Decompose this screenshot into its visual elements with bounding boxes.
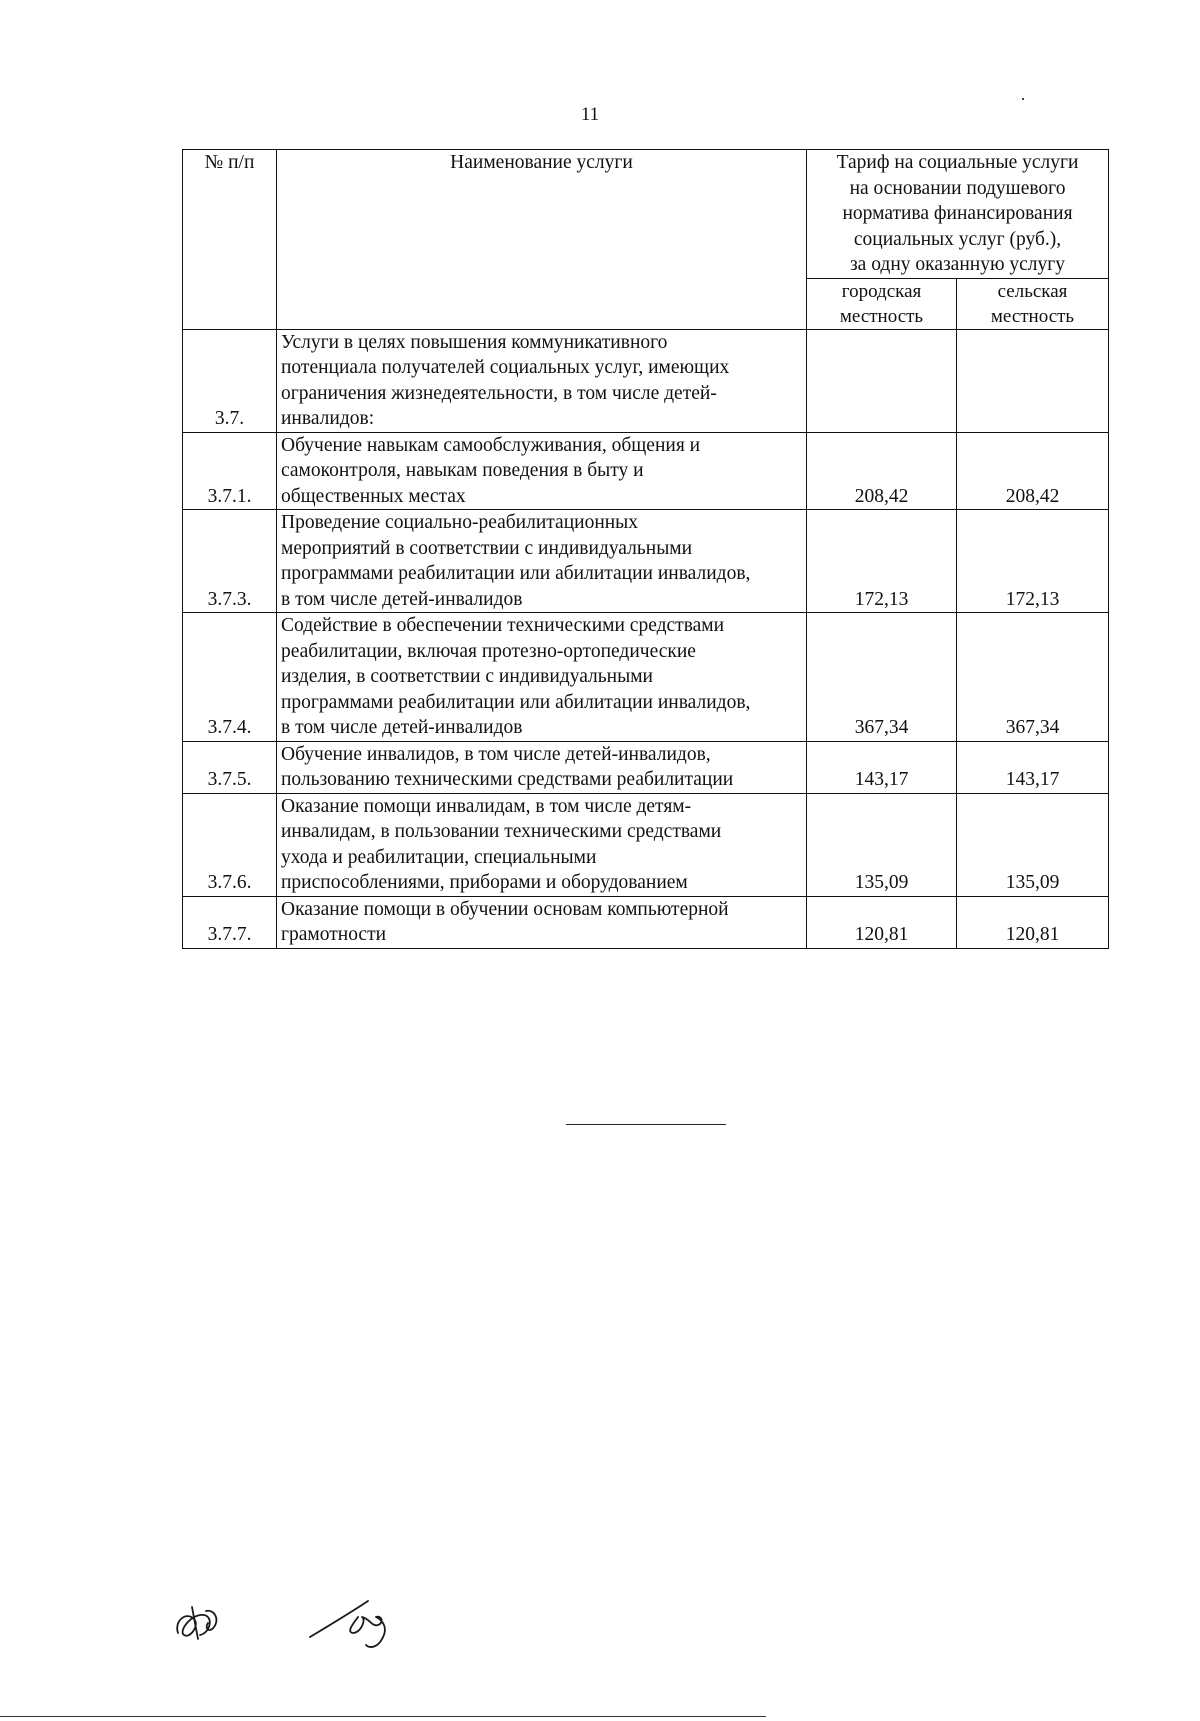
header-rural xyxy=(957,278,1109,329)
rural-tariff: 208,42 xyxy=(957,432,1109,510)
rural-tariff: 172,13 xyxy=(957,510,1109,613)
header-tariff-line: норматива финансирования xyxy=(842,203,1073,224)
service-name-line: самоконтроля, навыкам поведения в быту и xyxy=(281,460,644,481)
header-tariff-line: социальных услуг (руб.), xyxy=(853,228,1062,250)
table-row xyxy=(183,510,1109,613)
urban-tariff: 367,34 xyxy=(807,613,957,742)
urban-tariff: 135,09 xyxy=(807,793,957,896)
service-name-line: инвалидов: xyxy=(281,408,375,429)
row-number: 3.7.6. xyxy=(183,793,277,896)
header-tariff xyxy=(807,150,1109,279)
row-number: 3.7.7. xyxy=(183,896,277,948)
row-number: 3.7.4. xyxy=(183,613,277,742)
page-number: 11 xyxy=(580,104,600,125)
initials-mark-1 xyxy=(177,1607,216,1639)
service-name-line: общественных местах xyxy=(281,485,466,507)
rural-tariff: 143,17 xyxy=(957,741,1109,793)
service-name-line: инвалидам, в пользовании техническими средствами xyxy=(281,821,722,842)
service-name-line: Оказание помощи в обучении основам компьютерной xyxy=(281,898,729,920)
urban-tariff: 208,42 xyxy=(807,432,957,510)
bottom-rule xyxy=(0,1716,766,1717)
service-name-line: изделия, в соответствии с индивидуальными xyxy=(281,666,653,687)
row-number: 3.7.5. xyxy=(183,741,277,793)
service-name-line: приспособлениями, приборами и оборудованием xyxy=(281,872,688,893)
table-row xyxy=(183,329,1109,432)
service-name-line: Оказание помощи инвалидам, в том числе детям- xyxy=(281,795,692,817)
initials-mark-2 xyxy=(310,1601,385,1647)
header-tariff-line: Тариф на социальные услуги xyxy=(836,152,1079,173)
service-name-line: Обучение навыкам самообслуживания, общения и xyxy=(281,434,701,456)
service-name-line: Услуги в целях повышения коммуникативного xyxy=(281,331,668,353)
rural-tariff: 135,09 xyxy=(957,793,1109,896)
table-row xyxy=(183,793,1109,896)
urban-tariff: 172,13 xyxy=(807,510,957,613)
service-name-line: Содействие в обеспечении техническими средствами xyxy=(281,615,725,636)
rural-tariff: 120,81 xyxy=(957,896,1109,948)
header-rural-line: местность xyxy=(990,305,1075,327)
header-urban xyxy=(807,278,957,329)
table-row xyxy=(183,741,1109,793)
service-name-line: ухода и реабилитации, специальными xyxy=(281,846,597,868)
row-service-name xyxy=(277,793,807,896)
service-name-line: в том числе детей-инвалидов xyxy=(281,717,523,738)
service-name-line: Проведение социально-реабилитационных xyxy=(281,512,639,533)
row-service-name xyxy=(277,432,807,510)
header-tariff-line: за одну оказанную услугу xyxy=(849,254,1066,275)
header-rural-line: сельская xyxy=(997,280,1068,302)
header-number: № п/п xyxy=(183,150,277,330)
row-number: 3.7. xyxy=(183,329,277,432)
table-row xyxy=(183,432,1109,510)
rural-tariff: 367,34 xyxy=(957,613,1109,742)
service-name-line: программами реабилитации или абилитации инвалидов, xyxy=(281,691,751,713)
row-service-name xyxy=(277,741,807,793)
end-of-table-rule xyxy=(566,1124,726,1125)
service-name-line: потенциала получателей социальных услуг, имеющих xyxy=(281,357,730,378)
row-service-name xyxy=(277,896,807,948)
service-name-line: грамотности xyxy=(281,924,387,945)
service-name-line: в том числе детей-инвалидов xyxy=(281,588,523,610)
service-name-line: реабилитации, включая протезно-ортопедические xyxy=(281,640,696,662)
service-name-line: Обучение инвалидов, в том числе детей-инвалидов, xyxy=(281,743,711,765)
row-number: 3.7.3. xyxy=(183,510,277,613)
service-name-line: мероприятий в соответствии с индивидуальными xyxy=(281,537,693,559)
urban-tariff: 120,81 xyxy=(807,896,957,948)
service-name-line: ограничения жизнедеятельности, в том числе детей- xyxy=(281,382,717,404)
row-number: 3.7.1. xyxy=(183,432,277,510)
service-name-line: программами реабилитации или абилитации инвалидов, xyxy=(281,563,751,584)
header-urban-line: местность xyxy=(839,305,924,327)
tariff-table xyxy=(182,149,1109,949)
handwritten-initials xyxy=(170,1595,470,1675)
row-service-name xyxy=(277,329,807,432)
header-urban-line: городская xyxy=(841,280,922,302)
service-name-line: пользованию техническими средствами реабилитации xyxy=(281,769,734,790)
rural-tariff xyxy=(957,329,1109,432)
row-service-name xyxy=(277,510,807,613)
header-tariff-line: на основании подушевого xyxy=(849,177,1066,199)
scan-speck xyxy=(1022,98,1024,100)
table-row xyxy=(183,613,1109,742)
table-row xyxy=(183,896,1109,948)
urban-tariff xyxy=(807,329,957,432)
row-service-name xyxy=(277,613,807,742)
urban-tariff: 143,17 xyxy=(807,741,957,793)
header-service-name: Наименование услуги xyxy=(277,150,807,330)
